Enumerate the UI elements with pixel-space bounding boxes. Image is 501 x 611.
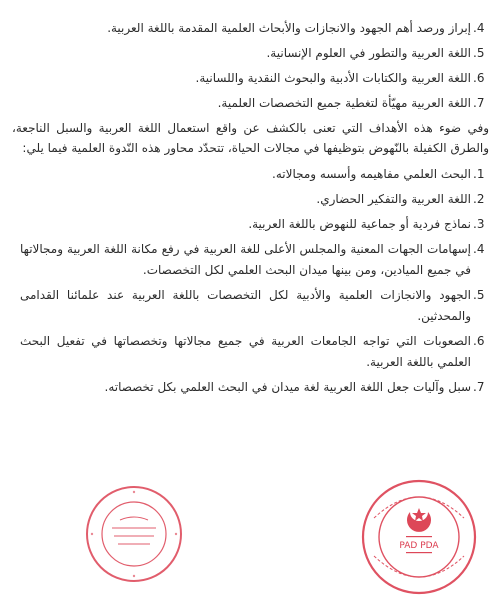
list-number: .3 bbox=[473, 217, 485, 231]
list-text: إبراز ورصد أهم الجهود والانجازات والأبحاث العلمية المقدمة باللغة العربية. bbox=[107, 21, 471, 35]
left-official-stamp bbox=[84, 484, 184, 584]
list-item bbox=[12, 331, 489, 373]
intro-list bbox=[12, 18, 489, 114]
list-text: سبل وآليات جعل اللغة العربية لغة ميدان في البحث العلمي بكل تخصصاته. bbox=[104, 380, 471, 394]
list-text: إسهامات الجهات المعنية والمجلس الأعلى للغة العربية في رفع مكانة اللغة العربية ومجالاتها في جميع الميادين، ومن بينها ميدان البحث العلمي لكل التخصصات. bbox=[20, 242, 471, 277]
list-text: نماذج فردية أو جماعية للنهوض باللغة العربية. bbox=[248, 217, 471, 231]
list-item bbox=[12, 285, 489, 327]
list-item bbox=[12, 377, 489, 398]
stamp-center-text: PAD PDA bbox=[399, 541, 439, 551]
stamps-area bbox=[0, 478, 501, 606]
list-number: .5 bbox=[473, 288, 485, 302]
list-text: اللغة العربية والتطور في العلوم الإنسانية. bbox=[266, 46, 471, 60]
list-item bbox=[12, 189, 489, 210]
list-text: اللغة العربية والكتابات الأدبية والبحوث النقدية واللسانية. bbox=[195, 71, 471, 85]
list-number: .5 bbox=[473, 46, 485, 60]
list-item bbox=[12, 43, 489, 64]
list-number: .2 bbox=[473, 192, 485, 206]
list-item bbox=[12, 93, 489, 114]
list-number: .4 bbox=[473, 21, 485, 35]
list-number: .1 bbox=[473, 167, 485, 181]
list-number: .6 bbox=[473, 334, 485, 348]
list-item bbox=[12, 239, 489, 281]
list-number: .7 bbox=[473, 96, 485, 110]
list-text: الصعوبات التي تواجه الجامعات العربية في جميع مجالاتها وتخصصاتها في تفعيل البحث العلمي باللغة العربية. bbox=[20, 334, 471, 369]
list-number: .4 bbox=[473, 242, 485, 256]
list-item bbox=[12, 164, 489, 185]
list-text: اللغة العربية والتفكير الحضاري. bbox=[316, 192, 471, 206]
intro-paragraph: وفي ضوء هذه الأهداف التي تعنى بالكشف عن واقع استعمال اللغة العربية والسبل الناجعة، والطرق الكفيلة بالنّهوض بتوظيفها في مجالات الحياة، تتحدّد محاور هذه النّدوة العلمية فيما يلي: bbox=[12, 121, 489, 155]
document-page bbox=[12, 18, 489, 402]
list-text: الجهود والانجازات العلمية والأدبية لكل التخصصات باللغة العربية عند علمائنا القدامى والمحدثين. bbox=[20, 288, 471, 323]
list-item bbox=[12, 214, 489, 235]
axes-list bbox=[12, 164, 489, 398]
list-item bbox=[12, 68, 489, 89]
list-text: اللغة العربية مهيّأة لتغطية جميع التخصصات العلمية. bbox=[217, 96, 471, 110]
list-item bbox=[12, 18, 489, 39]
list-text: البحث العلمي مفاهيمه وأسسه ومجالاته. bbox=[272, 167, 471, 181]
right-lab-stamp bbox=[360, 478, 478, 596]
list-number: .7 bbox=[473, 380, 485, 394]
list-number: .6 bbox=[473, 71, 485, 85]
